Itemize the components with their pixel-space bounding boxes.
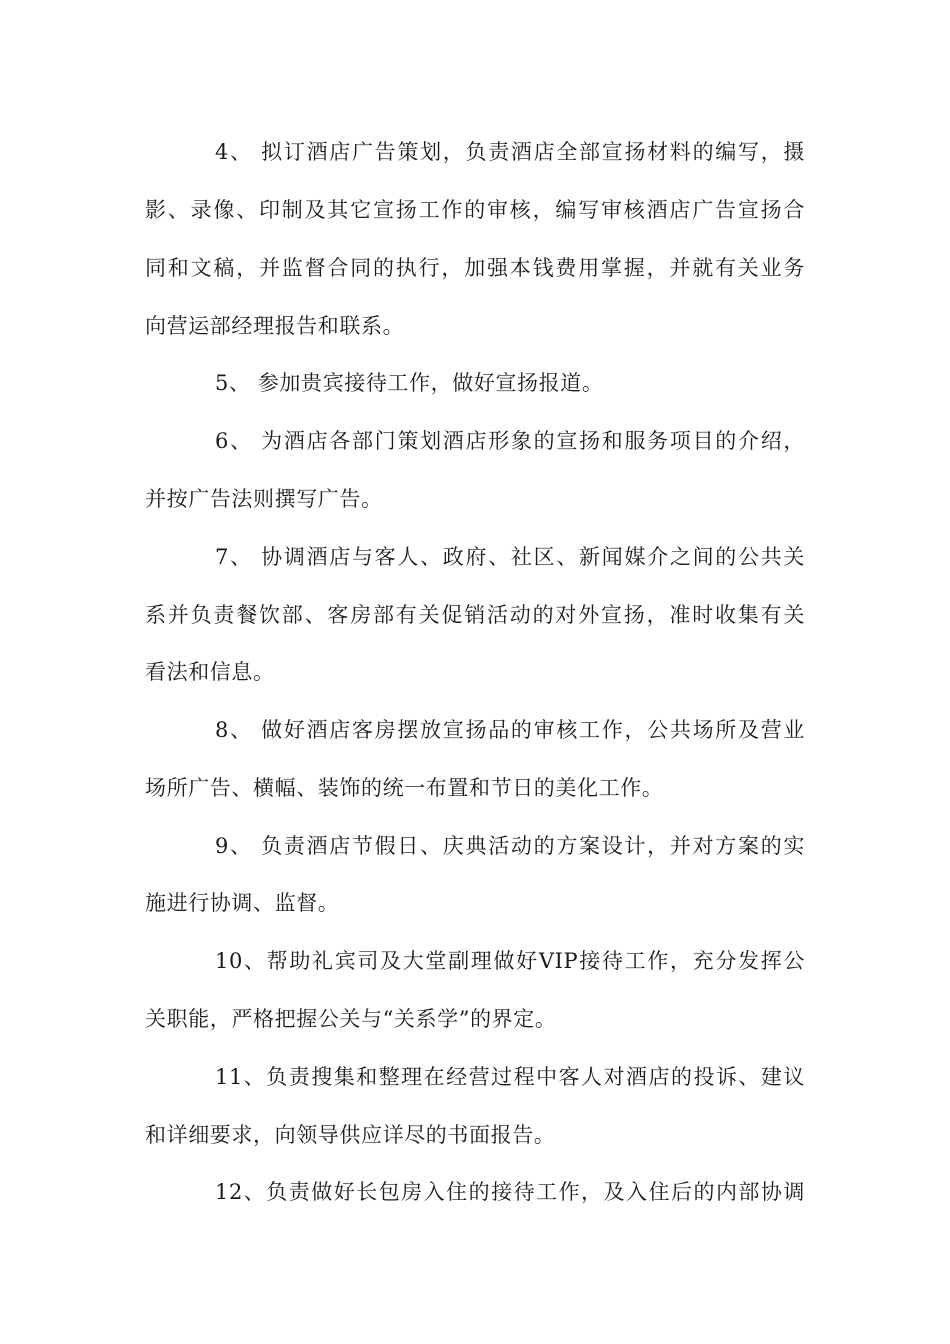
item-7-line-3: 看法和信息。 [145,660,275,684]
item-5-line-1: 5、 参加贵宾接待工作，做好宣扬报道。 [215,371,604,395]
item-4-line-2: 影、录像、印制及其它宣扬工作的审核，编写审核酒店广告宣扬合 [145,198,805,222]
item-12-line-1: 12、负责做好长包房入住的接待工作，及入住后的内部协调 [215,1180,805,1204]
item-4-line-1: 4、 拟订酒店广告策划，负责酒店全部宣扬材料的编写，摄 [215,140,805,164]
item-8-line-2: 场所广告、横幅、装饰的统一布置和节日的美化工作。 [145,776,664,800]
item-4-line-4: 向营运部经理报告和联系。 [145,314,405,338]
item-11-line-1: 11、负责搜集和整理在经营过程中客人对酒店的投诉、建议 [215,1065,805,1089]
item-4-line-3: 同和文稿，并监督合同的执行，加强本钱费用掌握，并就有关业务 [145,256,805,280]
item-11-line-2: 和详细要求，向领导供应详尽的书面报告。 [145,1123,556,1147]
item-10-line-1: 10、帮助礼宾司及大堂副理做好VIP接待工作，充分发挥公 [215,949,805,973]
item-6-line-2: 并按广告法则撰写广告。 [145,487,383,511]
item-10-line-2: 关职能，严格把握公关与“关系学”的界定。 [145,1007,557,1031]
item-7-line-2: 系并负责餐饮部、客房部有关促销活动的对外宣扬，准时收集有关 [145,603,805,627]
item-6-line-1: 6、 为酒店各部门策划酒店形象的宣扬和服务项目的介绍， [215,429,805,453]
item-8-line-1: 8、 做好酒店客房摆放宣扬品的审核工作，公共场所及营业 [215,718,805,742]
item-7-line-1: 7、 协调酒店与客人、政府、社区、新闻媒介之间的公共关 [215,545,805,569]
item-9-line-1: 9、 负责酒店节假日、庆典活动的方案设计，并对方案的实 [215,834,805,858]
item-9-line-2: 施进行协调、监督。 [145,891,340,915]
